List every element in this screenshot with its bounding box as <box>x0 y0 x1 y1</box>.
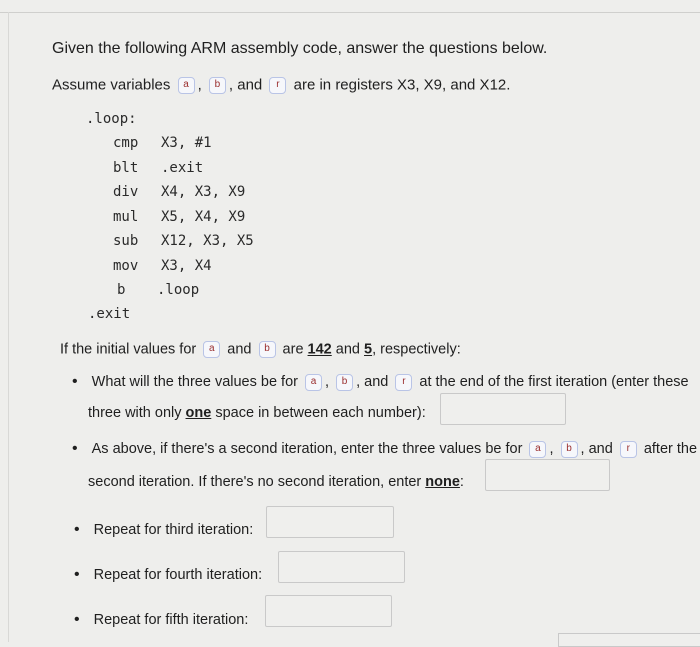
code-line <box>113 282 199 298</box>
var-b-badge: b <box>259 341 276 358</box>
q1-and: and <box>364 374 389 390</box>
q2-line2-suffix: : <box>459 474 464 491</box>
code-op: mul <box>113 209 139 225</box>
code-op: blt <box>113 160 139 176</box>
q4-label: Repeat for fourth iteration: <box>93 567 263 583</box>
assume-prefix: Assume variables <box>52 76 171 94</box>
code-args: .loop <box>157 282 200 298</box>
var-a-badge: a <box>305 374 322 391</box>
code-line <box>113 135 212 151</box>
bullet-icon: • <box>74 611 80 628</box>
bullet-icon: • <box>72 373 78 390</box>
bullet-icon: • <box>72 440 78 457</box>
q1-line2 <box>88 405 426 421</box>
assume-and: and <box>237 76 263 94</box>
partial-next-field[interactable] <box>558 633 700 647</box>
q1-line2-bold: one <box>185 405 212 422</box>
var-r-badge: r <box>620 441 637 458</box>
q5-line <box>74 611 248 629</box>
q1-comma: , <box>325 374 330 390</box>
q1-prefix: What will the three values be for <box>91 374 298 390</box>
code-args: X3, #1 <box>161 135 212 151</box>
q2-prefix: As above, if there's a second iteration, enter the three values be for <box>91 441 523 457</box>
q2-line2 <box>88 474 464 490</box>
code-line <box>113 233 254 249</box>
q2-and: and <box>588 441 613 457</box>
question-title: Given the following ARM assembly code, answer the questions below. <box>52 40 548 57</box>
bullet-icon: • <box>74 521 80 538</box>
code-args: X12, X3, X5 <box>161 233 254 249</box>
q3-label: Repeat for third iteration: <box>93 522 254 538</box>
q2-line1 <box>72 440 697 458</box>
assume-comma-2: , <box>228 76 234 94</box>
intro-suffix: , respectively: <box>372 341 461 358</box>
q2-suffix: after the <box>643 441 698 457</box>
code-line <box>113 258 212 274</box>
var-a-badge: a <box>203 341 220 358</box>
q1-suffix: at the end of the first iteration (enter these <box>419 374 689 390</box>
q2-comma: , <box>580 441 585 457</box>
intro-and-2: and <box>335 341 360 358</box>
code-args: X5, X4, X9 <box>161 209 246 225</box>
q2-line2-bold: none <box>425 474 460 491</box>
code-line <box>113 160 203 176</box>
code-op: sub <box>113 233 139 249</box>
q1-line2-suffix: space in between each number): <box>215 405 426 422</box>
q3-line <box>74 521 253 539</box>
code-op: mov <box>113 258 139 274</box>
var-b-badge: b <box>561 441 578 458</box>
q5-label: Repeat for fifth iteration: <box>93 612 249 628</box>
answer-input-iteration-3[interactable] <box>266 506 394 538</box>
code-args: .exit <box>161 160 204 176</box>
code-op: cmp <box>113 135 139 151</box>
assume-line <box>52 76 510 94</box>
intro-are: are <box>282 341 304 358</box>
code-label-exit: .exit <box>88 306 131 322</box>
answer-input-iteration-2[interactable] <box>485 459 610 491</box>
q2-line2-prefix: second iteration. If there's no second iteration, enter <box>88 474 422 491</box>
q4-line <box>74 566 262 584</box>
var-b-badge: b <box>336 374 353 391</box>
initial-b-value: 5 <box>364 341 373 358</box>
q1-line2-prefix: three with only <box>88 405 182 422</box>
code-args: X3, X4 <box>161 258 212 274</box>
initial-a-value: 142 <box>307 341 332 358</box>
intro-and: and <box>227 341 252 358</box>
code-op: div <box>113 184 139 200</box>
initial-values-line <box>60 341 461 358</box>
left-divider <box>8 12 9 642</box>
var-b-badge: b <box>209 77 226 94</box>
var-a-badge: a <box>529 441 546 458</box>
var-r-badge: r <box>395 374 412 391</box>
code-line <box>113 184 245 200</box>
answer-input-iteration-4[interactable] <box>278 551 405 583</box>
assume-suffix: are in registers X3, X9, and X12. <box>293 76 511 94</box>
bullet-icon: • <box>74 566 80 583</box>
q2-comma: , <box>549 441 554 457</box>
code-args: X4, X3, X9 <box>161 184 246 200</box>
code-label-loop: .loop: <box>86 111 137 127</box>
intro-prefix: If the initial values for <box>60 341 197 358</box>
var-a-badge: a <box>178 77 195 94</box>
code-line <box>113 209 245 225</box>
answer-input-iteration-5[interactable] <box>265 595 392 627</box>
var-r-badge: r <box>269 77 286 94</box>
top-divider <box>0 12 700 13</box>
answer-input-iteration-1[interactable] <box>440 393 566 425</box>
q1-line1 <box>72 373 689 391</box>
assume-comma: , <box>197 76 202 94</box>
q1-comma: , <box>356 374 361 390</box>
code-op: b <box>117 282 126 298</box>
